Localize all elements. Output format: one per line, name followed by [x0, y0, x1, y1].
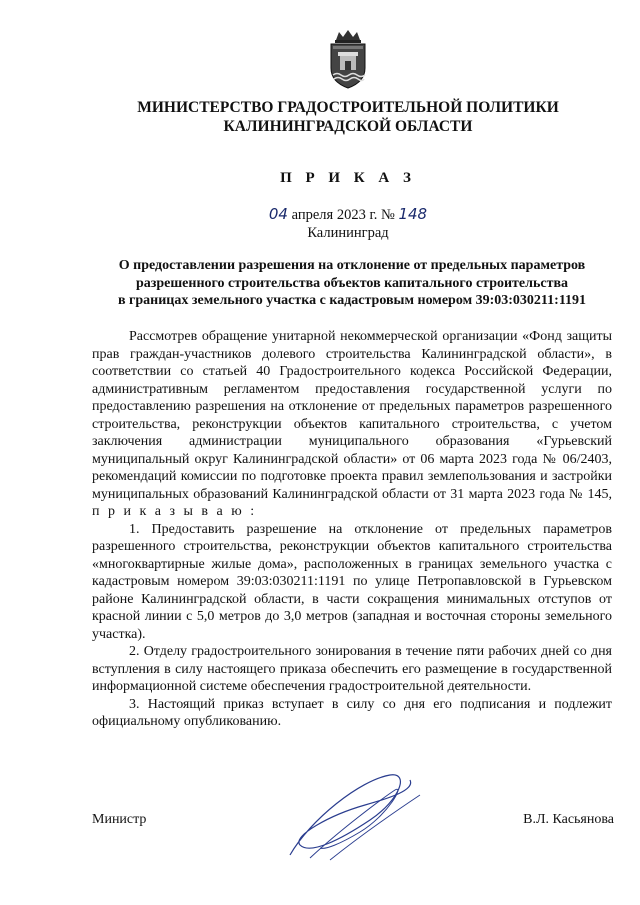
handwritten-signature: [270, 760, 430, 870]
order-subject: [92, 257, 612, 310]
coat-of-arms-emblem: [323, 28, 373, 90]
subject-line-2: разрешенного строительства объектов капитального строительства: [135, 275, 569, 291]
preamble-text: Рассмотрев обращение унитарной некоммерческой организации «Фонд защиты прав граждан-участников долевого строительства Калининградской области», в соответствии со статьей 40 Градостроительного кодекса Российской Федерации, административным регламентом предоставления государственной услуги по предоставлению разрешения на отклонение от предельных параметров разрешенного строительства, реконструкции объектов капитального строительства, с учетом заключения администрации муниципального образования «Гурьевский муниципальный округ Калининградской области» от 06 марта 2023 года № 06/2403, рекомендаций комиссии по подготовке проекта правил землепользования и застройки муниципальных образований Калининградской области от 31 марта 2023 года № 145,: [92, 329, 612, 502]
ministry-line-1: МИНИСТЕРСТВО ГРАДОСТРОИТЕЛЬНОЙ ПОЛИТИКИ: [137, 99, 559, 116]
order-directive: п р и к а з ы в а ю :: [92, 504, 257, 519]
signatory-position: Министр: [92, 812, 147, 827]
order-item-2: 2. Отделу градостроительного зонирования в течение пяти рабочих дней со дня вступления в силу настоящего приказа обеспечить его размещение в государственной информационной системе обеспечения градостроительной деятельности.: [92, 644, 612, 694]
order-city: Калининград: [307, 225, 389, 241]
ministry-name: [100, 98, 596, 136]
order-date-line: [100, 205, 596, 224]
preamble-paragraph: [92, 328, 612, 521]
handwritten-order-number: 148: [398, 205, 428, 223]
handwritten-date-day: 04: [268, 205, 288, 223]
order-body: [92, 328, 612, 731]
order-date-text: апреля 2023 г. №: [287, 207, 399, 223]
subject-line-3: в границах земельного участка с кадастровым номером 39:03:030211:1191: [117, 293, 587, 308]
subject-line-1: О предоставлении разрешения на отклонение от предельных параметров: [118, 258, 586, 273]
order-item-3: 3. Настоящий приказ вступает в силу со дня его подписания и подлежит официальному опубликованию.: [92, 696, 612, 729]
order-title: П Р И К А З: [280, 170, 416, 186]
order-item-1: 1. Предоставить разрешение на отклонение от предельных параметров разрешенного строительства, реконструкции объектов капитального строительства «многоквартирные жилые дома», расположенных в границах земельного участка с кадастровым номером 39:03:030211:1191 по улице Петропавловской в Гурьевском районе Калининградской области, в части сокращения минимальных отступов от красной линии с 5,0 метров до 3,0 метров (западная и восточная стороны земельного участка).: [92, 521, 612, 642]
signatory-name: В.Л. Касьянова: [523, 812, 614, 827]
ministry-line-2: КАЛИНИНГРАДСКОЙ ОБЛАСТИ: [223, 118, 473, 135]
